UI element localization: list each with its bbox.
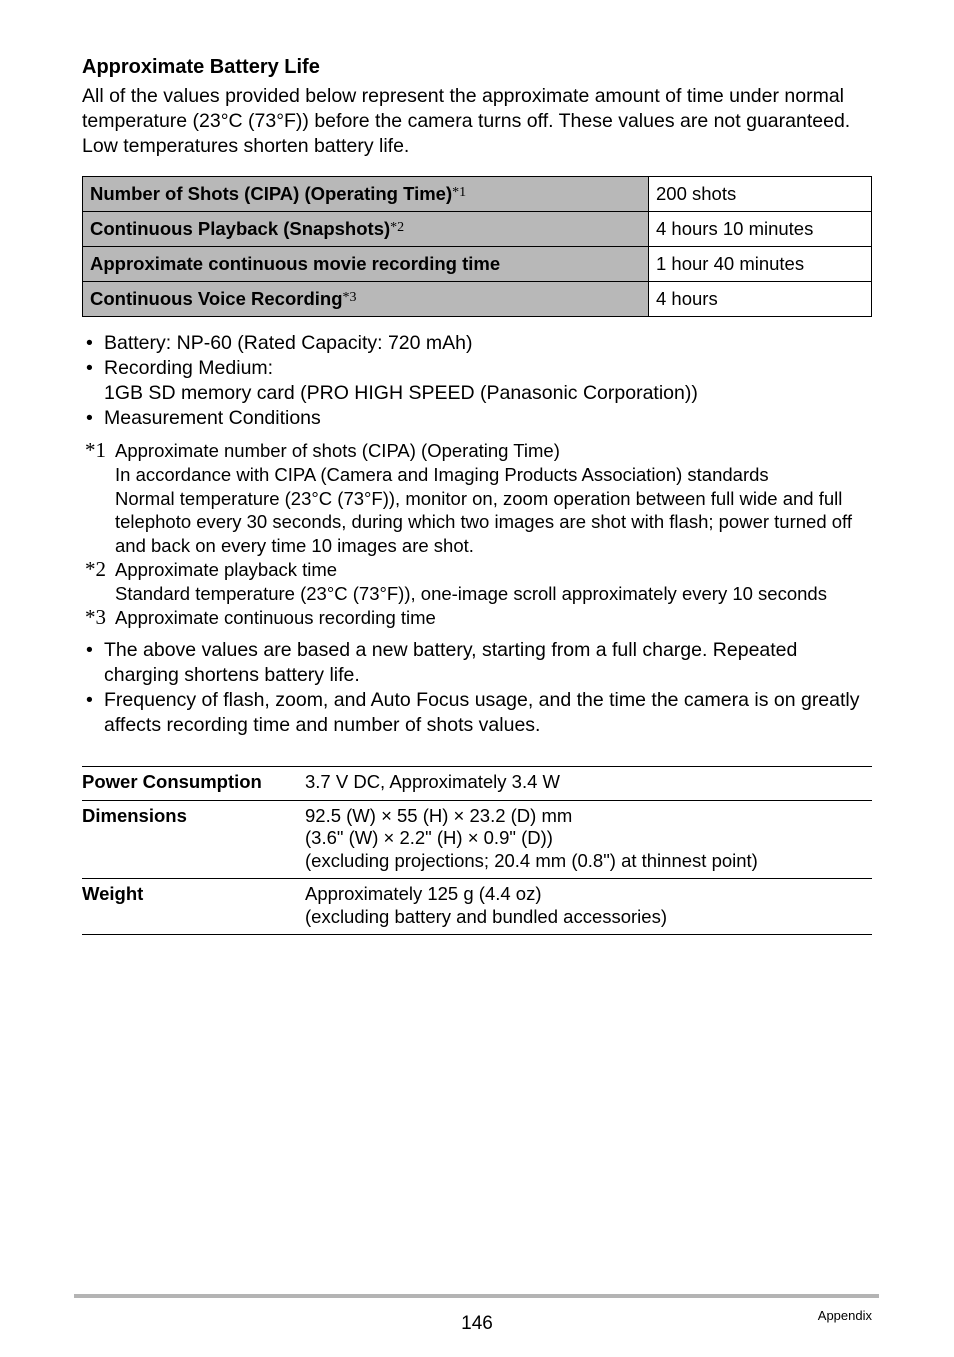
row-label: Continuous Voice Recording$^{*3}$ [83,282,649,317]
footnote-3: *3 Approximate continuous recording time [85,604,436,629]
table-row [83,247,872,282]
spec-value: 3.7 V DC, Approximately 3.4 W [305,767,872,801]
battery-life-table [82,176,872,317]
footnote-mark: *2 [390,220,405,235]
footnote-mark: *3 [85,604,106,629]
row-label: Approximate continuous movie recording time [83,247,649,282]
battery-notes-list [82,638,872,738]
footnote-mark: *2 [85,556,106,581]
spec-label: Weight [82,879,305,935]
list-item: • Recording Medium: 1GB SD memory card (PRO HIGH SPEED (Panasonic Corporation)) [86,357,698,404]
footnote-mark: *1 [85,438,106,462]
row-value: 4 hours 10 minutes [649,212,872,247]
row-value: 4 hours [649,282,872,317]
table-row [83,282,872,317]
spec-value: 92.5 (W) × 55 (H) × 23.2 (D) mm (3.6" (W) × 2.2" (H) × 0.9" (D)) (excluding projections; 20.4 mm (0.8") at thinnest point) [305,800,872,879]
section-label: Appendix [817,1308,872,1323]
row-value: 200 shots [649,177,872,212]
table-row [83,212,872,247]
spec-value: Approximately 125 g (4.4 oz) (excluding battery and bundled accessories) [305,879,872,935]
spec-label: Dimensions [82,800,305,879]
conditions-list [82,331,872,431]
table-row [83,177,872,212]
row-label: Number of Shots (CIPA) (Operating Time)$^{*1}$ [83,177,649,212]
page-content [82,54,872,935]
footnote-2: *2 Approximate playback time Standard temperature (23°C (73°F)), one-image scroll approximately every 10 seconds [85,556,827,604]
list-item: • Measurement Conditions [86,407,321,429]
footnote-mark: *3 [342,290,357,305]
intro-paragraph: All of the values provided below represent the approximate amount of time under normal temperature (23°C (73°F)) before the camera turns off. These values are not guaranteed. Low temperatures shorten battery life. [82,85,851,157]
list-item: • The above values are based a new battery, starting from a full charge. Repeated charging shortens battery life. [86,639,798,687]
table-row [82,879,872,935]
list-item: • Frequency of flash, zoom, and Auto Focus usage, and the time the camera is on greatly affects recording time and number of shots values. [86,689,860,737]
footnote-mark: *1 [452,185,467,200]
row-label: Continuous Playback (Snapshots)$^{*2}$ [83,212,649,247]
section-heading: Approximate Battery Life [82,56,320,78]
page-number: 146 [461,1313,493,1334]
list-item: • Battery: NP-60 (Rated Capacity: 720 mAh) [86,332,473,354]
footnotes [82,439,872,629]
footer-divider [74,1294,879,1298]
spec-label: Power Consumption [82,767,305,801]
table-row [82,767,872,801]
table-row [82,800,872,879]
spec-table [82,766,872,935]
row-value: 1 hour 40 minutes [649,247,872,282]
footnote-1: *1 Approximate number of shots (CIPA) (Operating Time) In accordance with CIPA (Camera and Imaging Products Association) standards Normal temperature (23°C (73°F)), monitor on, zoom operation between full wide and full telephoto every 30 seconds, during which two images are shot with flash; power turned off and back on every time 10 images are shot. [85,438,852,557]
